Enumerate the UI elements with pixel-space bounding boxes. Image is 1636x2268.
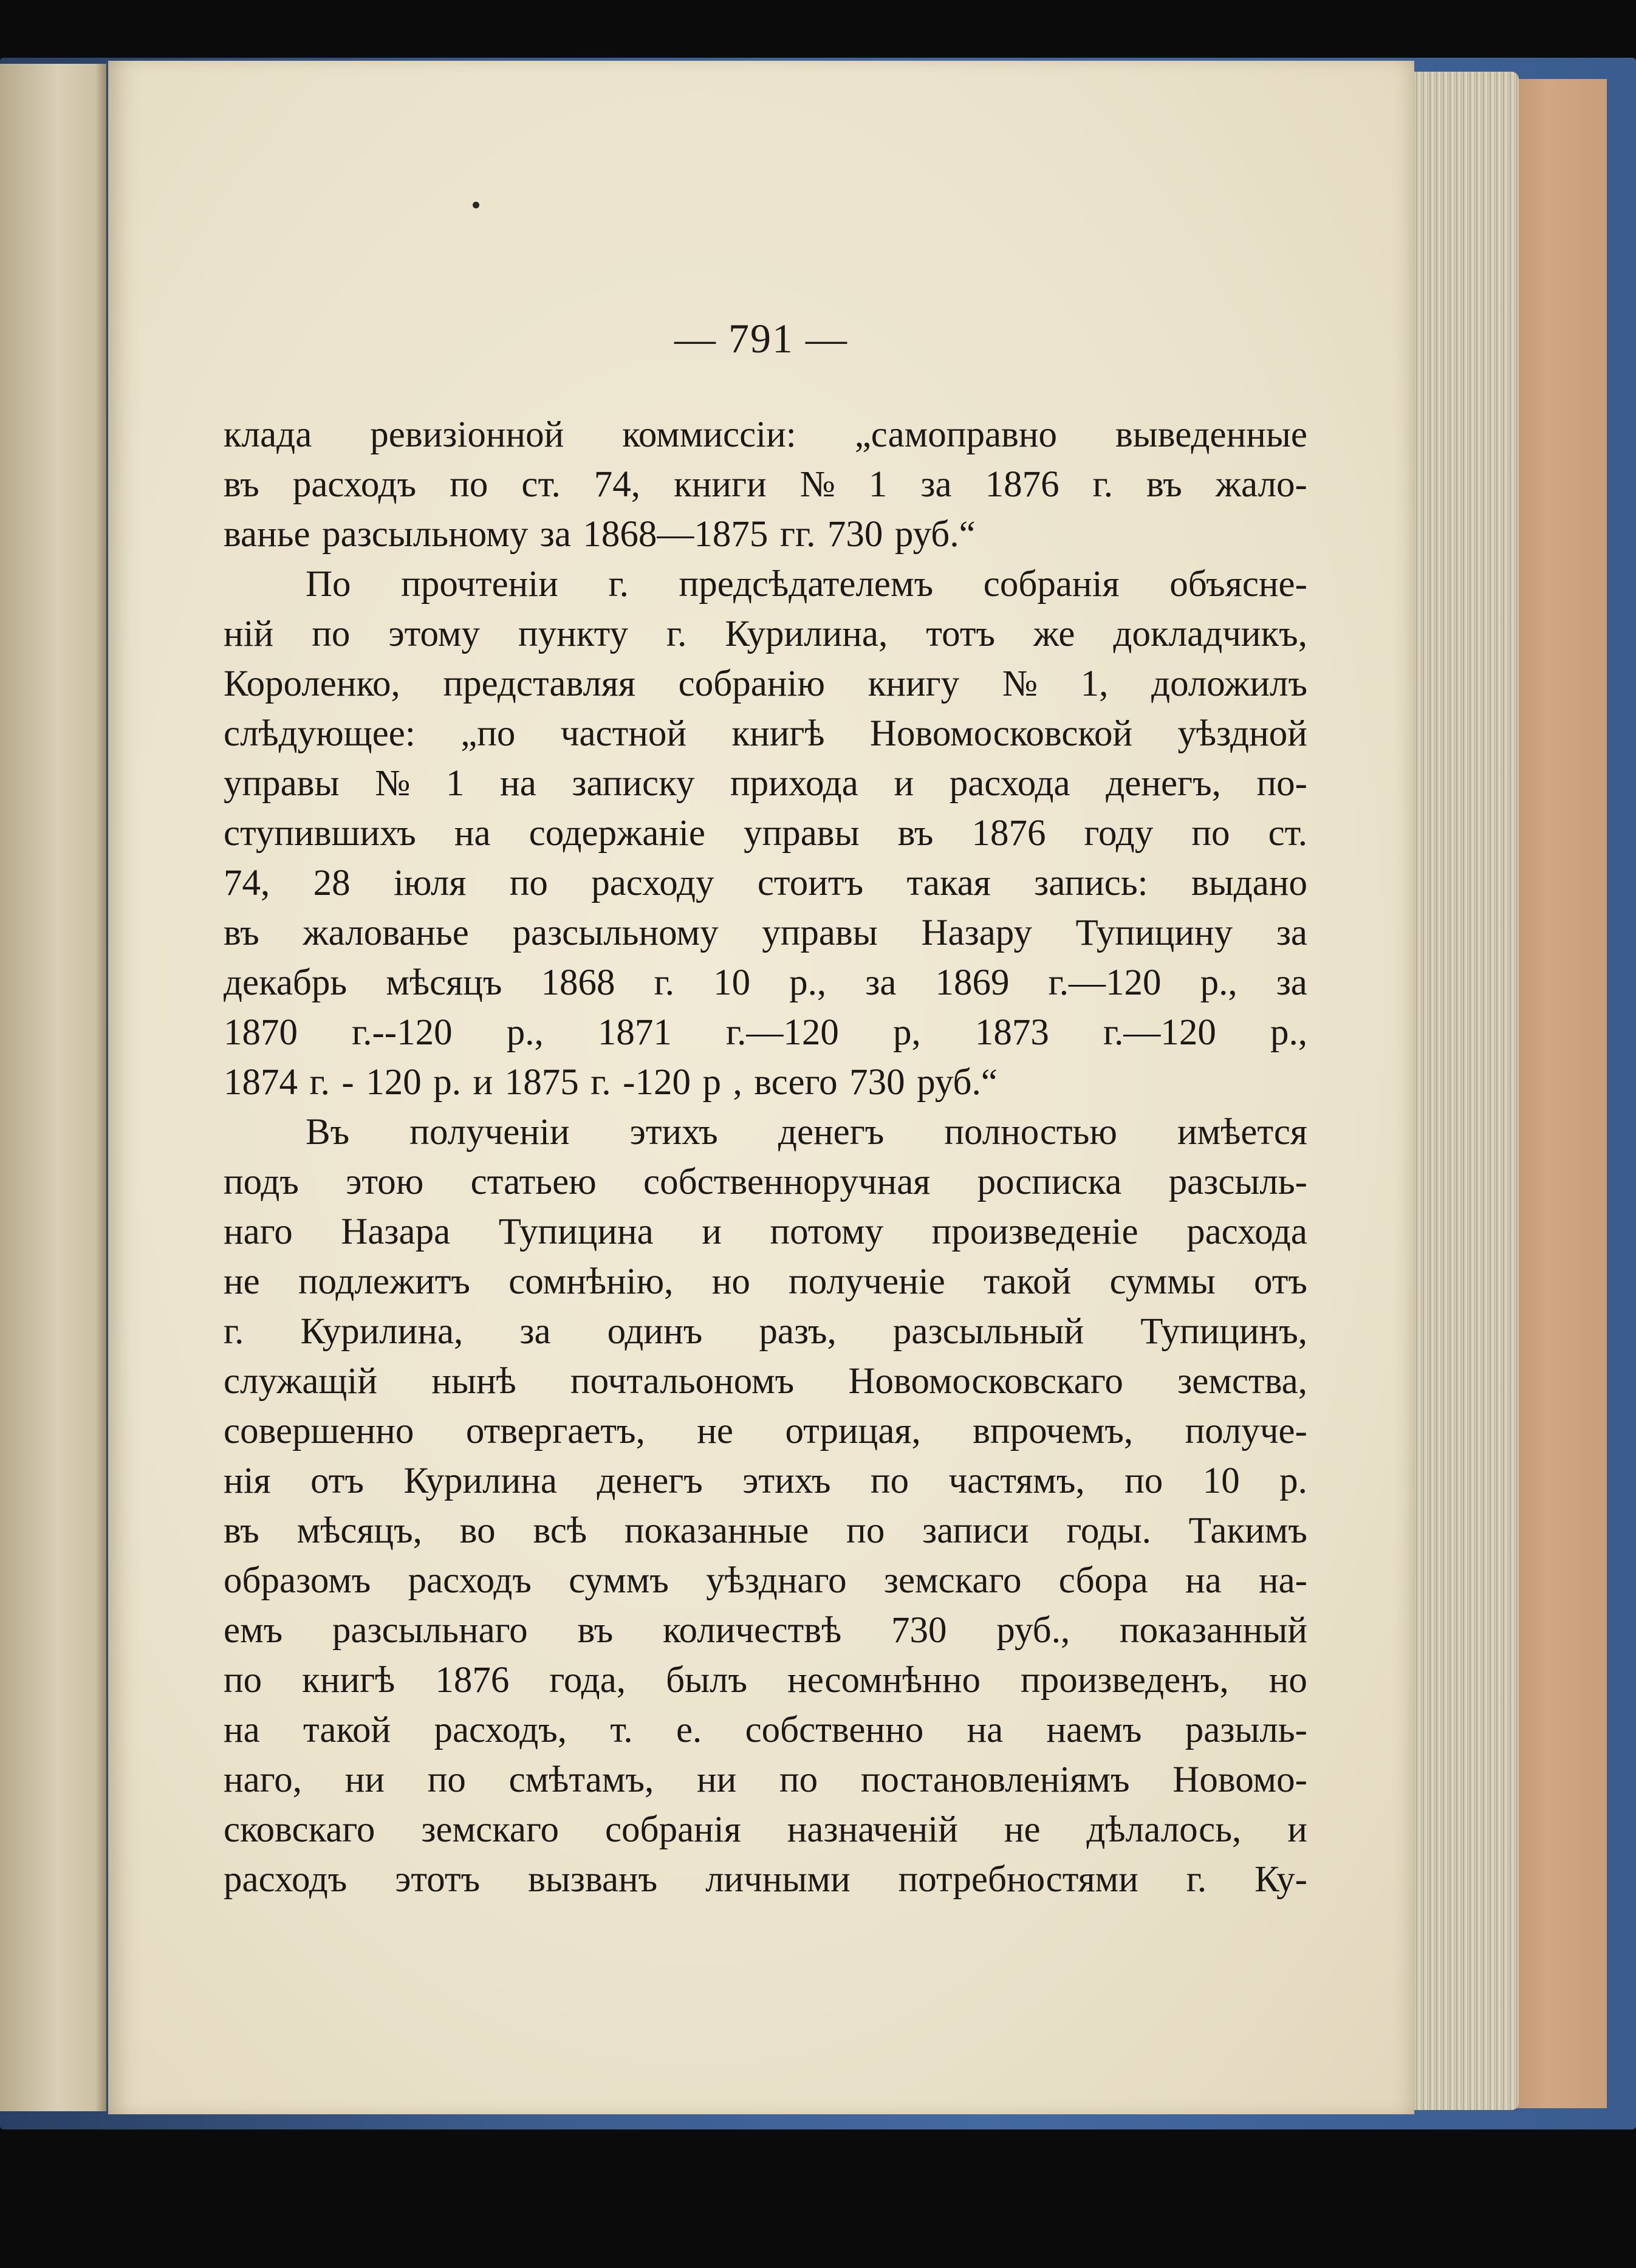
text-line: наго Назара Тупицина и потому произведеніе расхода (224, 1211, 1307, 1252)
text-line: 74, 28 іюля по расходу стоитъ такая запись: выдано (224, 863, 1307, 903)
text-line: на такой расходъ, т. е. собственно на наемъ разыль- (224, 1710, 1307, 1750)
text-line: декабрь мѣсяцъ 1868 г. 10 р., за 1869 г.—120 р., за (224, 962, 1307, 1003)
text-line: управы № 1 на записку прихода и расхода денегъ, по- (224, 763, 1307, 804)
body-text (224, 410, 1307, 1905)
text-line: Короленко, представляя собранію книгу № 1, доложилъ (224, 663, 1307, 704)
text-line: г. Курилина, за одинъ разъ, разсыльный Тупицинъ, (224, 1311, 1307, 1352)
text-line: Въ полученіи этихъ денегъ полностью имѣется (306, 1112, 1307, 1153)
text-line: 1870 г.--120 р., 1871 г.—120 р, 1873 г.—120 р., (224, 1012, 1307, 1053)
left-page-edge (0, 64, 106, 2111)
text-line: въ мѣсяцъ, во всѣ показанные по записи годы. Такимъ (224, 1510, 1307, 1551)
text-line: емъ разсыльнаго въ количествѣ 730 руб., показанный (224, 1610, 1307, 1651)
book-page (108, 61, 1414, 2114)
text-line: клада ревизіонной коммиссіи: „самоправно выведенные (224, 414, 1307, 455)
text-line: сковскаго земскаго собранія назначеній не дѣлалось, и (224, 1809, 1307, 1850)
text-line: въ жалованье разсыльному управы Назару Тупицину за (224, 913, 1307, 953)
text-line: подъ этою статьею собственноручная росписка разсыль- (224, 1162, 1307, 1202)
text-line: По прочтеніи г. предсѣдателемъ собранія объясне- (306, 564, 1307, 605)
text-line: ній по этому пункту г. Курилина, тотъ же докладчикъ, (224, 614, 1307, 654)
text-line: ступившихъ на содержаніе управы въ 1876 году по ст. (224, 813, 1307, 854)
text-line: не подлежитъ сомнѣнію, но полученіе такой суммы отъ (224, 1261, 1307, 1302)
text-line: образомъ расходъ суммъ уѣзднаго земскаго сбора на на- (224, 1560, 1307, 1601)
text-line: ванье разсыльному за 1868—1875 гг. 730 руб.“ (224, 514, 976, 555)
text-line: нія отъ Курилина денегъ этихъ по частямъ, по 10 р. (224, 1461, 1307, 1501)
ink-dot (473, 202, 479, 208)
text-line: служащій нынѣ почтальономъ Новомосковскаго земства, (224, 1361, 1307, 1402)
text-line: въ расходъ по ст. 74, книги № 1 за 1876 г. въ жало- (224, 464, 1307, 505)
page-number: — 791 — (674, 315, 848, 361)
text-line: по книгѣ 1876 года, былъ несомнѣнно произведенъ, но (224, 1660, 1307, 1701)
text-line: совершенно отвергаетъ, не отрицая, впрочемъ, получе- (224, 1411, 1307, 1451)
text-line: расходъ этотъ вызванъ личными потребностями г. Ку- (224, 1859, 1307, 1900)
text-line: 1874 г. - 120 р. и 1875 г. -120 р , всего 730 руб.“ (224, 1062, 998, 1103)
text-line: слѣдующее: „по частной книгѣ Новомосковской уѣздной (224, 713, 1307, 754)
text-line: наго, ни по смѣтамъ, ни по постановленіямъ Новомо- (224, 1759, 1307, 1800)
